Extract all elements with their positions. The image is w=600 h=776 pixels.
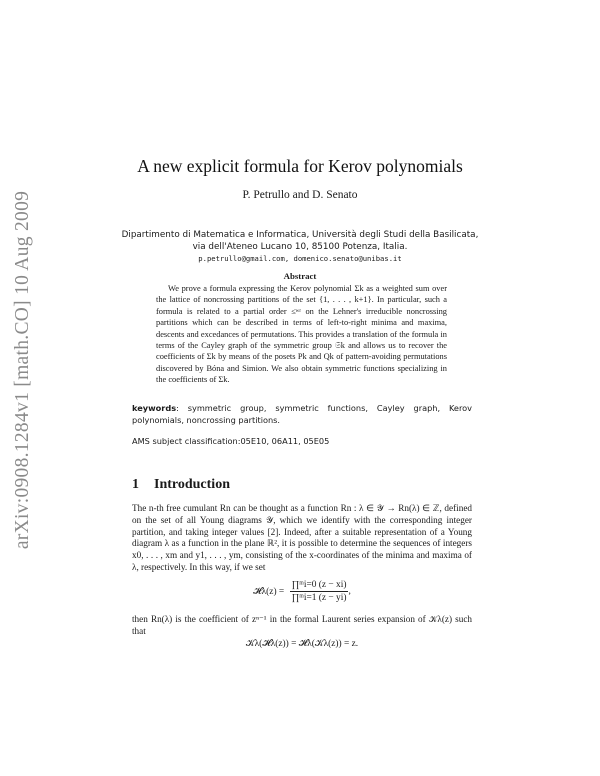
affiliation (0, 229, 600, 265)
keywords-text: : symmetric group, symmetric functions, Cayley graph, Kerov polynomials, noncrossing partitions. (132, 403, 472, 426)
section-number: 1 (132, 477, 139, 492)
paper-title: A new explicit formula for Kerov polynomials (137, 156, 463, 176)
arxiv-stamp-text: arXiv:0908.1284v1 [math.CO] 10 Aug 2009 (12, 190, 33, 550)
equation-2: 𝒦λ(𝓗λ(z)) = 𝓗λ(𝒦λ(z)) = z. (245, 639, 359, 649)
keywords (132, 402, 472, 427)
section-title: Introduction (154, 477, 230, 492)
intro-paragraph-2: then Rn(λ) is the coefficient of zⁿ⁻¹ in the formal Laurent series expansion of 𝒦λ(z) such that (132, 614, 472, 636)
affiliation-line2: via dell'Ateneo Lucano 10, 85100 Potenza, Italia. (192, 242, 408, 252)
section-heading (132, 477, 472, 493)
keywords-label: keywords (132, 403, 177, 413)
equation-1 (132, 580, 472, 603)
equation-1-lhs: 𝓗λ(z) = (253, 587, 285, 597)
paper-authors: P. Petrullo and D. Senato (242, 189, 358, 201)
ams-classification: AMS subject classification:05E10, 06A11, 05E05 (132, 436, 330, 446)
equation-1-fraction (290, 580, 349, 603)
intro-paragraph-1: The n-th free cumulant Rn can be thought as a function Rn : λ ∈ 𝒴 → Rn(λ) ∈ ℤ, defined on the set of all Young diagrams 𝒴, which we identify with the corresponding integer partition, and taking integer values [2]. Indeed, after a suitable representation of a Young diagram λ as a function in the plane ℝ², it is possible to determine the sequences of integers x0, . . . , xm and y1, . . . , ym, consisting of the x-coordinates of the minima and maxima of λ, respectively. In this way, if we set (132, 503, 472, 572)
equation-1-tail: , (348, 586, 351, 597)
equation-1-numerator: ∏ᵐi=0 (z − xi) (291, 580, 347, 590)
abstract-text: We prove a formula expressing the Kerov polynomial Σk as a weighted sum over the lattice of noncrossing partitions of the set {1, . . . , k+1}. In particular, such a formula is related to a partial order ≤ʷʳ on the Lehner's irreducible noncrossing partitions which can be described in terms of left-to-right minima and maxima, descents and excedances of permutations. This provides a translation of the formula in terms of the Cayley graph of the symmetric group 𝔖k and allows us to recover the coefficients of Σk by means of the posets Pk and Qk of pattern-avoiding permutations discovered by Bóna and Simion. We also obtain symmetric functions specializing in the coefficients of Σk. (156, 284, 447, 385)
affiliation-line1: Dipartimento di Matematica e Informatica, Università degli Studi della Basilicata, (121, 230, 479, 240)
abstract-heading: Abstract (283, 271, 317, 281)
arxiv-stamp (6, 150, 40, 590)
equation-1-denominator: ∏ᵐi=1 (z − yi) (291, 593, 347, 603)
author-emails: p.petrullo@gmail.com, domenico.senato@unibas.it (198, 254, 402, 263)
